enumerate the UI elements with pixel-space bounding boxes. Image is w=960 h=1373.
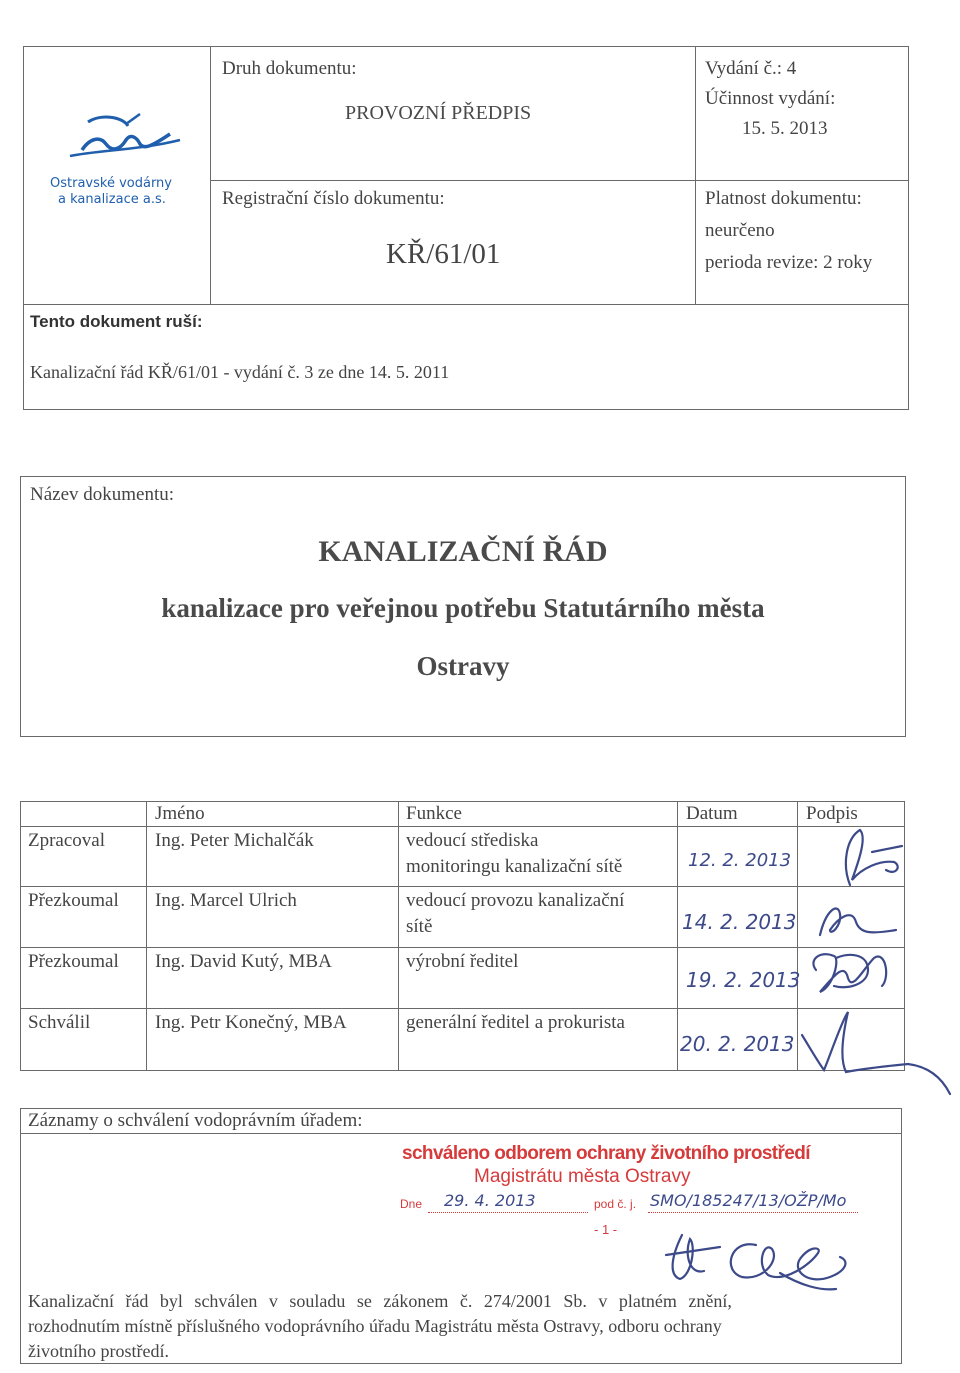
company-logo bbox=[30, 110, 206, 210]
row-divider bbox=[20, 826, 905, 827]
row-function-cont: monitoringu kanalizační sítě bbox=[406, 856, 623, 877]
row-date: 12. 2. 2013 bbox=[688, 850, 792, 871]
approval-paragraph-line-2: rozhodnutím místně příslušného vodoprávního úřadu Magistrátu města Ostravy, odboru ochrany bbox=[28, 1316, 722, 1336]
row-date: 19. 2. 2013 bbox=[686, 968, 801, 992]
column-header-date: Datum bbox=[686, 803, 738, 824]
logo-line-1: Ostravské vodárny bbox=[50, 176, 172, 191]
document-title: KANALIZAČNÍ ŘÁD bbox=[318, 535, 608, 568]
stamp-dne-label: Dne bbox=[400, 1197, 423, 1211]
stamp-line-1: schváleno odborem ochrany životního prostředí bbox=[402, 1143, 810, 1164]
signature-1-dash bbox=[872, 846, 902, 852]
stamp-pod-label: pod č. j. bbox=[594, 1197, 637, 1211]
row-name: Ing. Peter Michalčák bbox=[155, 830, 314, 851]
row-role: Přezkoumal bbox=[28, 951, 119, 972]
row-function: vedoucí provozu kanalizační bbox=[406, 890, 625, 911]
registration-label: Registrační číslo dokumentu: bbox=[222, 188, 445, 209]
effect-label: Účinnost vydání: bbox=[705, 88, 836, 109]
divider bbox=[210, 180, 909, 181]
divider bbox=[695, 46, 696, 304]
column-header-name: Jméno bbox=[155, 803, 205, 824]
row-date: 20. 2. 2013 bbox=[680, 1032, 795, 1056]
row-name: Ing. Marcel Ulrich bbox=[155, 890, 297, 911]
column-divider bbox=[398, 801, 399, 1071]
doc-type-label: Druh dokumentu: bbox=[222, 58, 357, 79]
stamp-line-2: Magistrátu města Ostravy bbox=[474, 1166, 691, 1187]
effect-date: 15. 5. 2013 bbox=[742, 118, 828, 139]
row-function-cont: sítě bbox=[406, 916, 433, 937]
doc-type-value: PROVOZNÍ PŘEDPIS bbox=[345, 102, 532, 124]
approval-paragraph-line-1: Kanalizační řád byl schválen v souladu se zákonem č. 274/2001 Sb. v platném znění, bbox=[28, 1291, 732, 1311]
column-header-function: Funkce bbox=[406, 803, 462, 824]
row-role: Zpracoval bbox=[28, 830, 106, 851]
row-function: generální ředitel a prokurista bbox=[406, 1012, 625, 1033]
registration-number: KŘ/61/01 bbox=[386, 238, 501, 270]
cancels-value: Kanalizační řád KŘ/61/01 - vydání č. 3 ze dne 14. 5. 2011 bbox=[30, 362, 450, 382]
divider bbox=[23, 304, 909, 305]
row-role: Schválil bbox=[28, 1012, 91, 1033]
divider bbox=[20, 1133, 902, 1134]
approval-paragraph-line-3: životního prostředí. bbox=[28, 1341, 169, 1361]
signature-1 bbox=[846, 830, 898, 885]
validity-label: Platnost dokumentu: bbox=[705, 188, 862, 209]
stamp-date: 29. 4. 2013 bbox=[444, 1191, 536, 1210]
column-header-signature: Podpis bbox=[806, 803, 858, 824]
divider bbox=[210, 46, 211, 304]
stamp-page: - 1 - bbox=[594, 1222, 618, 1237]
row-divider bbox=[20, 886, 905, 887]
row-date: 14. 2. 2013 bbox=[682, 910, 797, 934]
cancels-label: Tento dokument ruší: bbox=[30, 312, 203, 331]
validity-value: neurčeno bbox=[705, 220, 775, 241]
edition-number: Vydání č.: 4 bbox=[705, 58, 797, 79]
revision-period: perioda revize: 2 roky bbox=[705, 252, 873, 273]
row-divider bbox=[20, 947, 905, 948]
ovak-wave-icon bbox=[30, 110, 206, 172]
row-function: vedoucí střediska bbox=[406, 830, 539, 851]
column-divider bbox=[677, 801, 678, 1071]
records-label: Záznamy o schválení vodoprávním úřadem: bbox=[28, 1110, 363, 1131]
column-divider bbox=[146, 801, 147, 1071]
document-subtitle-line-1: kanalizace pro veřejnou potřebu Statutárního města bbox=[161, 593, 765, 623]
signatures bbox=[790, 810, 955, 1100]
title-label: Název dokumentu: bbox=[30, 484, 175, 505]
stamp-underline bbox=[648, 1212, 858, 1213]
logo-line-2: a kanalizace a.s. bbox=[58, 192, 166, 207]
row-role: Přezkoumal bbox=[28, 890, 119, 911]
document-subtitle-line-2: Ostravy bbox=[416, 651, 510, 681]
stamp-reference: SMO/185247/13/OŽP/Mo bbox=[650, 1191, 847, 1210]
signature-2 bbox=[820, 909, 896, 935]
stamp-underline bbox=[428, 1212, 588, 1213]
row-name: Ing. David Kutý, MBA bbox=[155, 951, 332, 972]
signature-4 bbox=[802, 1012, 950, 1094]
row-name: Ing. Petr Konečný, MBA bbox=[155, 1012, 347, 1033]
row-function: výrobní ředitel bbox=[406, 951, 519, 972]
row-divider bbox=[20, 1008, 905, 1009]
